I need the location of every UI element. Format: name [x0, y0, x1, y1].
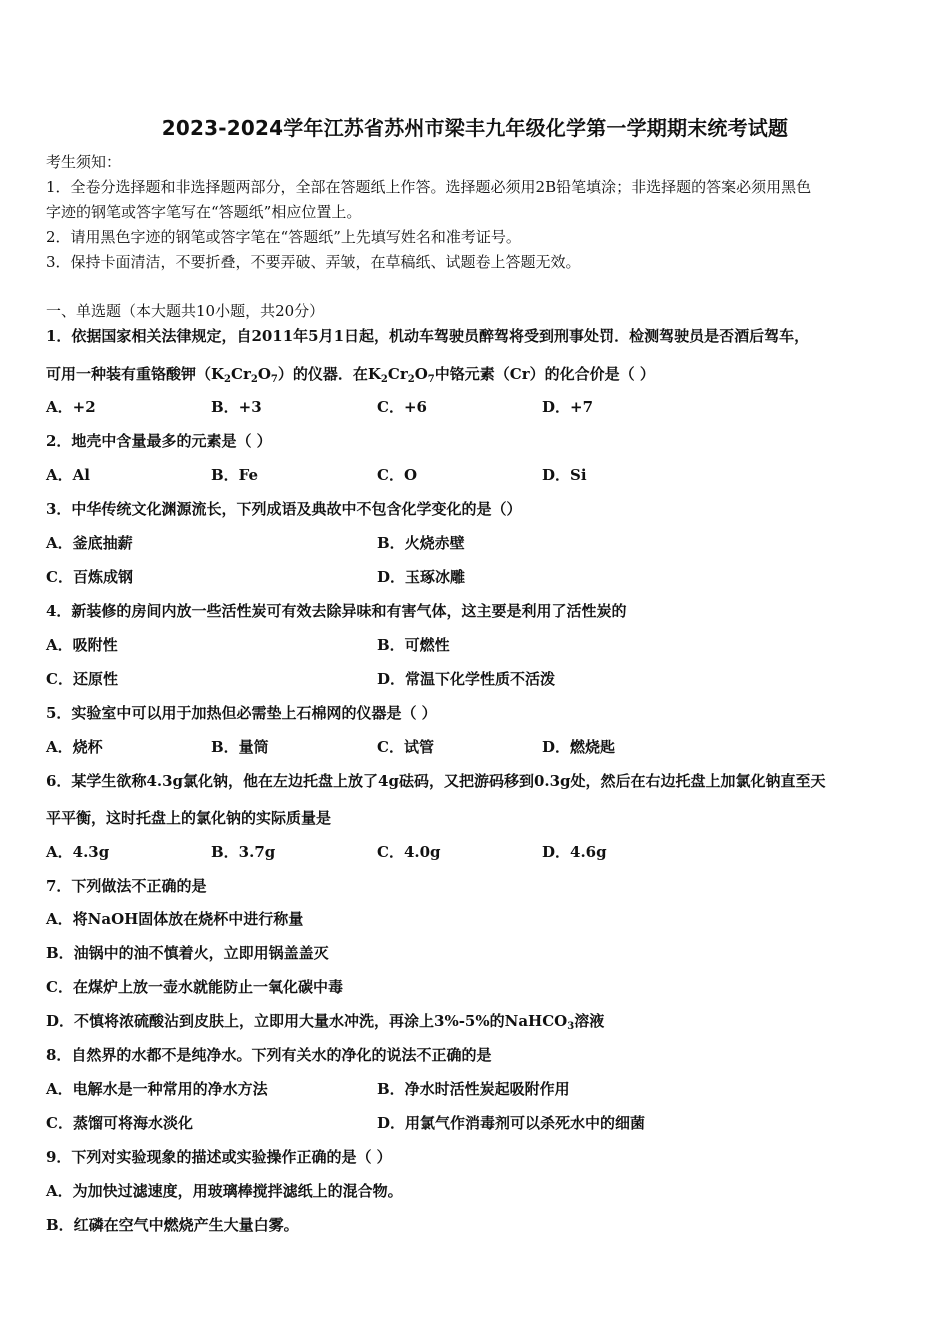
- option-b: B．净水时活性炭起吸附作用: [377, 1080, 570, 1098]
- option-d: D．4.6g: [542, 843, 607, 861]
- question-7-stem: 7．下列做法不正确的是: [46, 877, 207, 895]
- question-4-stem: 4．新装修的房间内放一些活性炭可有效去除异味和有害气体，这主要是利用了活性炭的: [46, 602, 627, 620]
- option-a: A．4.3g: [46, 843, 110, 861]
- option-d: D．+7: [542, 398, 594, 416]
- question-8-stem: 8．自然界的水都不是纯净水。下列有关水的净化的说法不正确的是: [46, 1046, 492, 1064]
- option-b: B．量筒: [211, 738, 269, 756]
- option-c: C．4.0g: [377, 843, 441, 861]
- option-a: A．将NaOH固体放在烧杯中进行称量: [46, 910, 304, 928]
- option-b: B．Fe: [211, 466, 259, 484]
- notice-heading: 考生须知：: [46, 153, 122, 171]
- question-1-stem: 1．依据国家相关法律规定，自2011年5月1日起，机动车驾驶员醉驾将受到刑事处罚．检测驾驶员是否酒后驾车，: [46, 327, 810, 345]
- question-6-stem-line2: 平平衡，这时托盘上的氯化钠的实际质量是: [46, 809, 332, 827]
- notice-item: 2．请用黑色字迹的钢笔或答字笔在“答题纸”上先填写姓名和准考证号。: [46, 228, 521, 246]
- question-5-stem: 5．实验室中可以用于加热但必需垫上石棉网的仪器是（ ）: [46, 704, 437, 722]
- notice-item: 3．保持卡面清洁，不要折叠，不要弄破、弄皱，在草稿纸、试题卷上答题无效。: [46, 253, 581, 271]
- option-c: C．还原性: [46, 670, 118, 688]
- question-1-stem-line2: 可用一种装有重铬酸钾$(K_2Cr_2O_7)$的仪器．在$K_2Cr_2O_7$中铬元素（Cr）的化合价是（ ）: [46, 365, 655, 385]
- option-a: A．吸附性: [46, 636, 118, 654]
- page-title: 2023-2024学年江苏省苏州市梁丰九年级化学第一学期期末统考试题: [161, 116, 789, 140]
- option-c: C．蒸馏可将海水淡化: [46, 1114, 193, 1132]
- question-6-stem: 6．某学生欲称4.3g氯化钠，他在左边托盘上放了4g砝码，又把游码移到0.3g处，然后在右边托盘上加氯化钠直至天: [46, 772, 826, 790]
- option-a: A．为加快过滤速度，用玻璃棒搅拌滤纸上的混合物。: [46, 1182, 403, 1200]
- option-c: C．+6: [377, 398, 427, 416]
- option-b: B．红磷在空气中燃烧产生大量白雾。: [46, 1216, 299, 1234]
- option-c: C．O: [377, 466, 418, 484]
- option-b: B．油锅中的油不慎着火，立即用锅盖盖灭: [46, 944, 329, 962]
- option-a: A．电解水是一种常用的净水方法: [46, 1080, 268, 1098]
- option-c: C．试管: [377, 738, 434, 756]
- option-d: D．常温下化学性质不活泼: [377, 670, 556, 688]
- option-a: A．烧杯: [46, 738, 103, 756]
- option-b: B．+3: [211, 398, 262, 416]
- option-b: B．火烧赤壁: [377, 534, 465, 552]
- option-c: C．百炼成钢: [46, 568, 133, 586]
- option-b: B．3.7g: [211, 843, 276, 861]
- option-a: A．釜底抽薪: [46, 534, 133, 552]
- option-a: A．+2: [46, 398, 96, 416]
- question-9-stem: 9．下列对实验现象的描述或实验操作正确的是（ ）: [46, 1148, 392, 1166]
- notice-item: 字迹的钢笔或答字笔写在“答题纸”相应位置上。: [46, 203, 362, 221]
- option-c: C．在煤炉上放一壶水就能防止一氧化碳中毒: [46, 978, 343, 996]
- option-b: B．可燃性: [377, 636, 450, 654]
- option-d: D．燃烧匙: [542, 738, 616, 756]
- option-d: D．不慎将浓硫酸沾到皮肤上，立即用大量水冲洗，再涂上3%-5%的NaHCO$_3$溶液: [46, 1012, 605, 1032]
- notice-item: 1．全卷分选择题和非选择题两部分，全部在答题纸上作答。选择题必须用2B铅笔填涂；非选择题的答案必须用黑色: [46, 178, 812, 196]
- option-d: D．用氯气作消毒剂可以杀死水中的细菌: [377, 1114, 646, 1132]
- option-d: D．玉琢冰雕: [377, 568, 466, 586]
- question-3-stem: 3．中华传统文化渊源流长，下列成语及典故中不包含化学变化的是（）: [46, 500, 522, 518]
- section-heading: 一、单选题（本大题共10小题，共20分）: [46, 302, 325, 320]
- option-a: A．Al: [46, 466, 90, 484]
- option-d: D．Si: [542, 466, 587, 484]
- question-2-stem: 2．地壳中含量最多的元素是（ ）: [46, 432, 272, 450]
